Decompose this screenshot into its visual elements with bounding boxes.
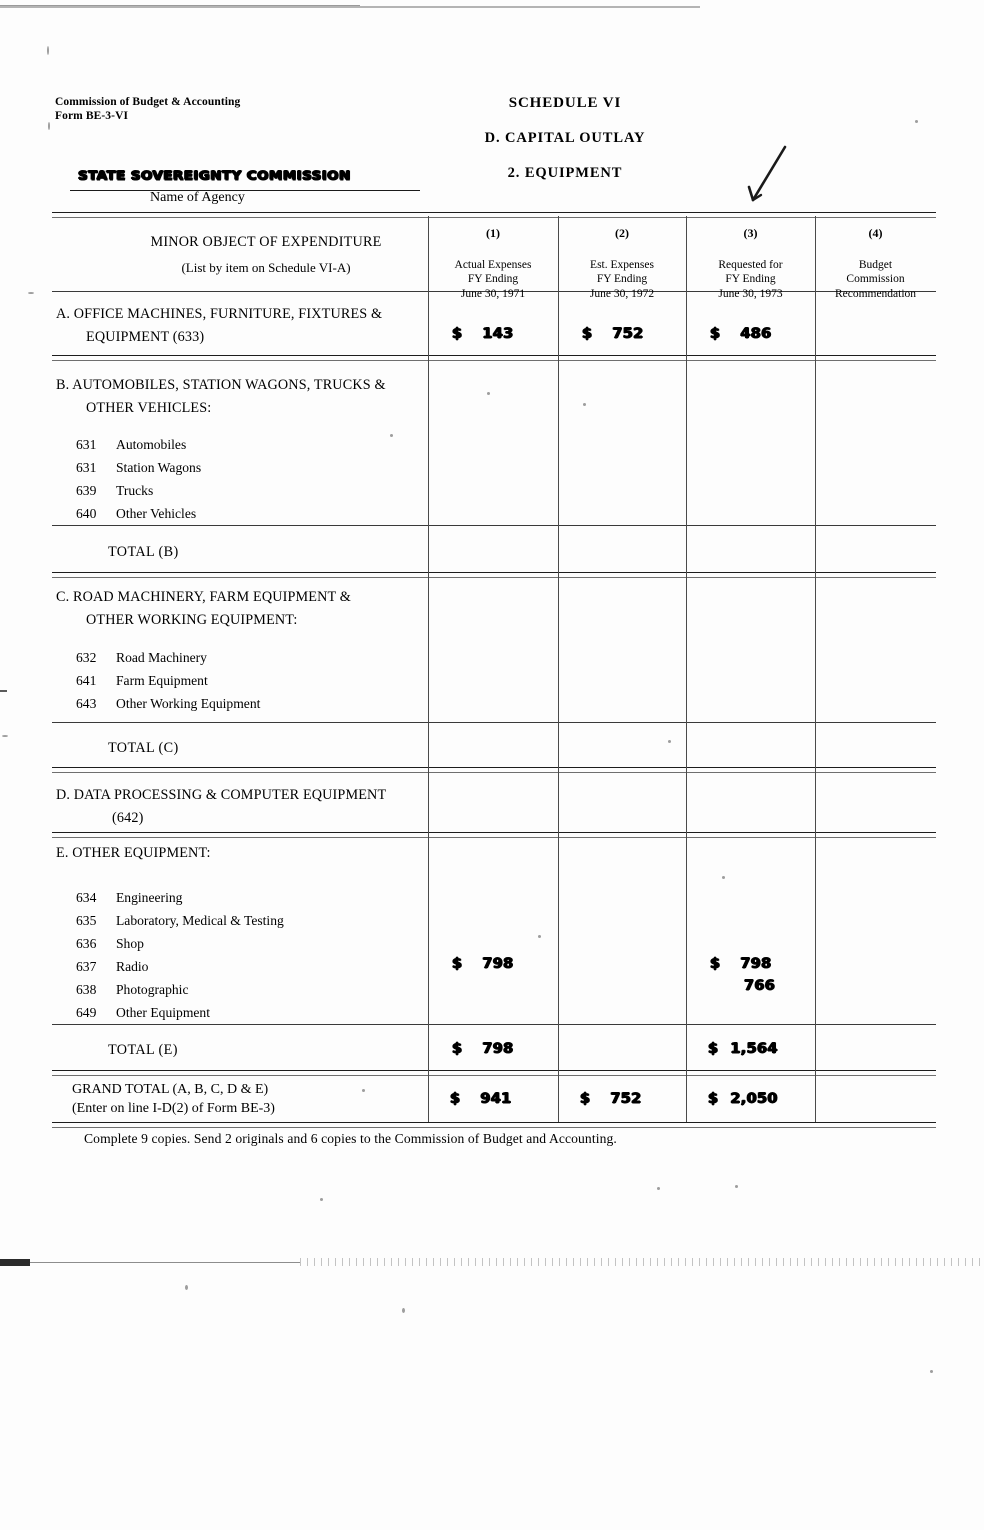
object-code: 649	[76, 1005, 97, 1020]
table-rule-b-items-bottom	[52, 525, 936, 526]
line-item-radio	[76, 959, 148, 975]
dollar-sign: $	[452, 1041, 463, 1057]
grand-total-col2	[580, 1091, 642, 1106]
column-header-3	[686, 226, 815, 301]
grand-total-title-line2: (Enter on line I-D(2) of Form BE-3)	[72, 1101, 275, 1116]
section-a-value-col3	[710, 326, 772, 341]
line-item-other-vehicles	[76, 506, 196, 522]
scan-edge-artifact	[0, 1262, 300, 1263]
dollar-sign: $	[708, 1091, 719, 1107]
section-d-heading	[56, 784, 386, 830]
line-item-label: Engineering	[116, 890, 183, 905]
line-item-other-equipment	[76, 1005, 210, 1021]
section-e-total-col1	[452, 1041, 514, 1056]
scan-speck	[915, 120, 918, 123]
section-e-total-label: TOTAL (E)	[108, 1042, 178, 1058]
line-item-label: Automobiles	[116, 437, 187, 452]
line-item-shop	[76, 936, 144, 952]
column-number-1: (1)	[486, 226, 500, 240]
form-identifier	[55, 95, 240, 123]
grand-total-col1	[450, 1091, 512, 1106]
scan-speck	[735, 1185, 738, 1188]
table-rule-e-total-bottom	[52, 1070, 936, 1076]
section-c-total-label: TOTAL (C)	[108, 740, 179, 756]
grand-total-amount-col1: 941	[480, 1091, 512, 1107]
section-c-heading	[56, 586, 351, 632]
line-item-trucks	[76, 483, 153, 499]
section-a-title-line2: EQUIPMENT (633)	[86, 329, 205, 345]
column-header-4-line1: Budget	[858, 258, 893, 271]
line-item-label: Radio	[116, 959, 149, 974]
column-number-4: (4)	[868, 226, 883, 240]
stub-column-header: MINOR OBJECT OF EXPENDITURE	[150, 234, 382, 250]
column-header-1-line3: June 30, 1971	[460, 287, 526, 300]
table-rule-top	[52, 212, 936, 218]
scan-speck	[583, 403, 586, 406]
agency-name-field	[70, 168, 420, 191]
form-instructions-note: Complete 9 copies. Send 2 originals and 6 copies to the Commission of Budget and Accounting.	[84, 1131, 617, 1146]
section-a-title-line1: A. OFFICE MACHINES, FURNITURE, FIXTURES &	[56, 306, 383, 322]
scan-speck	[320, 1198, 323, 1201]
column-header-2-line1: Est. Expenses	[590, 258, 654, 271]
scan-speck	[668, 740, 671, 743]
table-col-sep-3	[815, 216, 816, 1122]
line-item-label: Laboratory, Medical & Testing	[116, 913, 284, 928]
object-code: 631	[76, 437, 97, 452]
line-item-farm-equipment	[76, 673, 208, 689]
column-header-3-line2: FY Ending	[725, 273, 776, 285]
scan-speck	[538, 935, 541, 938]
scan-speck	[657, 1187, 660, 1190]
section-c-title-line1: C. ROAD MACHINERY, FARM EQUIPMENT &	[56, 589, 351, 605]
line-item-radio-amount-col3: 798	[740, 956, 772, 972]
section-b-total-label: TOTAL (B)	[108, 544, 179, 560]
column-header-1-line1: Actual Expenses	[454, 258, 532, 271]
line-item-engineering	[76, 890, 182, 906]
table-rule-b-total-bottom	[52, 572, 936, 578]
scan-speck	[390, 434, 393, 437]
form-number-label: Form BE-3-VI	[55, 110, 129, 122]
line-item-laboratory-medical-testing	[76, 913, 284, 929]
object-code: 636	[76, 936, 97, 951]
column-number-3: (3)	[743, 226, 758, 240]
line-item-station-wagons	[76, 460, 201, 476]
section-d-title-line1: D. DATA PROCESSING & COMPUTER EQUIPMENT	[56, 787, 387, 803]
scan-speck	[28, 292, 34, 294]
section-a-value-col1	[452, 326, 514, 341]
column-header-2-line2: FY Ending	[596, 273, 648, 285]
schedule-heading	[400, 95, 730, 182]
dollar-sign: $	[708, 1041, 719, 1057]
column-header-2	[558, 226, 686, 301]
column-header-4-line2: Commission	[846, 273, 905, 285]
grand-total-title-line1: GRAND TOTAL (A, B, C, D & E)	[72, 1082, 269, 1097]
column-header-3-line3: June 30, 1973	[718, 287, 783, 300]
table-rule-c-total-bottom	[52, 767, 936, 773]
line-item-label: Shop	[116, 936, 144, 951]
line-item-automobiles	[76, 437, 186, 453]
dollar-sign: $	[710, 326, 721, 342]
column-header-3-line1: Requested for	[718, 258, 783, 271]
column-header-2-line3: June 30, 1972	[589, 287, 655, 300]
line-item-label: Road Machinery	[116, 650, 207, 665]
stub-column-subheader: (List by item on Schedule VI-A)	[181, 260, 351, 275]
column-number-2: (2)	[615, 226, 629, 240]
section-e-title-line1: E. OTHER EQUIPMENT:	[56, 845, 211, 861]
scan-speck	[930, 1370, 933, 1373]
scan-edge-artifact	[0, 690, 7, 692]
dollar-sign: $	[710, 956, 721, 972]
scan-speck	[487, 392, 490, 395]
dollar-sign: $	[582, 326, 593, 342]
line-item-radio-value-col1	[452, 956, 514, 971]
equipment-subtitle: 2. EQUIPMENT	[507, 165, 623, 181]
object-code: 638	[76, 982, 97, 997]
dollar-sign: $	[452, 326, 463, 342]
section-a-value-col2	[582, 326, 644, 341]
line-item-label: Trucks	[116, 483, 154, 498]
scan-speck	[47, 46, 49, 55]
object-code: 637	[76, 959, 97, 974]
table-col-sep-2	[686, 216, 687, 1122]
line-item-radio-value-col3	[710, 956, 772, 971]
object-code: 643	[76, 696, 97, 711]
line-item-label: Station Wagons	[116, 460, 202, 475]
section-d-title-line2: (642)	[112, 810, 144, 826]
dollar-sign: $	[580, 1091, 591, 1107]
column-header-1	[428, 226, 558, 301]
grand-total-heading	[72, 1080, 275, 1118]
capital-outlay-title: D. CAPITAL OUTLAY	[484, 130, 646, 146]
section-e-total-col3	[708, 1041, 778, 1056]
agency-name-caption: Name of Agency	[150, 190, 245, 205]
scan-speck	[722, 876, 725, 879]
object-code: 639	[76, 483, 97, 498]
section-a-amount-col3: 486	[740, 326, 772, 342]
dollar-sign: $	[450, 1091, 461, 1107]
object-code: 641	[76, 673, 97, 688]
section-a-amount-col1: 143	[482, 326, 514, 342]
handwritten-check-mark	[745, 145, 855, 215]
section-b-title-line1: B. AUTOMOBILES, STATION WAGONS, TRUCKS &	[56, 377, 386, 393]
table-rule-grand-bottom	[52, 1122, 936, 1128]
section-b-heading	[56, 374, 386, 420]
table-col-sep-stub	[428, 216, 429, 1122]
line-item-label: Other Equipment	[116, 1005, 211, 1020]
object-code: 640	[76, 506, 97, 521]
line-item-other-working-equipment	[76, 696, 260, 712]
scan-speck	[402, 1308, 405, 1313]
scan-noise-artifact	[300, 1258, 980, 1266]
schedule-title: SCHEDULE VI	[508, 95, 622, 111]
table-rule-c-items-bottom	[52, 722, 936, 723]
table-col-sep-1	[558, 216, 559, 1122]
column-header-4-line3: Recommendation	[834, 287, 917, 300]
object-code: 635	[76, 913, 97, 928]
line-item-photographic	[76, 982, 189, 998]
grand-total-amount-col3: 2,050	[730, 1091, 778, 1107]
table-rule-d-bottom	[52, 832, 936, 838]
scan-edge-artifact	[0, 6, 700, 8]
grand-total-amount-col2: 752	[610, 1091, 642, 1107]
table-rule-a-bottom	[52, 355, 936, 361]
section-e-total-amount-col1: 798	[482, 1041, 514, 1057]
scan-speck	[48, 122, 50, 130]
section-c-title-line2: OTHER WORKING EQUIPMENT:	[86, 612, 298, 628]
section-a-heading	[56, 303, 382, 349]
form-org-label: Commission of Budget & Accounting	[55, 96, 241, 108]
line-item-photographic-amount-col3: 766	[744, 978, 776, 994]
table-rule-e-items-bottom	[52, 1024, 936, 1025]
scan-speck	[2, 735, 8, 737]
section-e-total-amount-col3: 1,564	[730, 1041, 778, 1057]
dollar-sign: $	[452, 956, 463, 972]
line-item-label: Farm Equipment	[116, 673, 208, 688]
scan-speck	[362, 1089, 365, 1092]
line-item-radio-amount-col1: 798	[482, 956, 514, 972]
line-item-road-machinery	[76, 650, 207, 666]
column-header-1-line2: FY Ending	[467, 273, 519, 285]
line-item-label: Photographic	[116, 982, 189, 997]
section-a-amount-col2: 752	[612, 326, 644, 342]
scan-edge-artifact	[0, 5, 360, 6]
object-code: 631	[76, 460, 97, 475]
section-e-heading	[56, 842, 211, 865]
agency-name-stamp: STATE SOVEREIGNTY COMMISSION	[78, 168, 351, 184]
section-b-title-line2: OTHER VEHICLES:	[86, 400, 212, 416]
object-code: 634	[76, 890, 97, 905]
grand-total-col3	[708, 1091, 778, 1106]
object-code: 632	[76, 650, 97, 665]
line-item-label: Other Working Equipment	[116, 696, 261, 711]
column-header-4	[815, 226, 936, 301]
line-item-label: Other Vehicles	[116, 506, 197, 521]
scan-speck	[185, 1285, 188, 1290]
